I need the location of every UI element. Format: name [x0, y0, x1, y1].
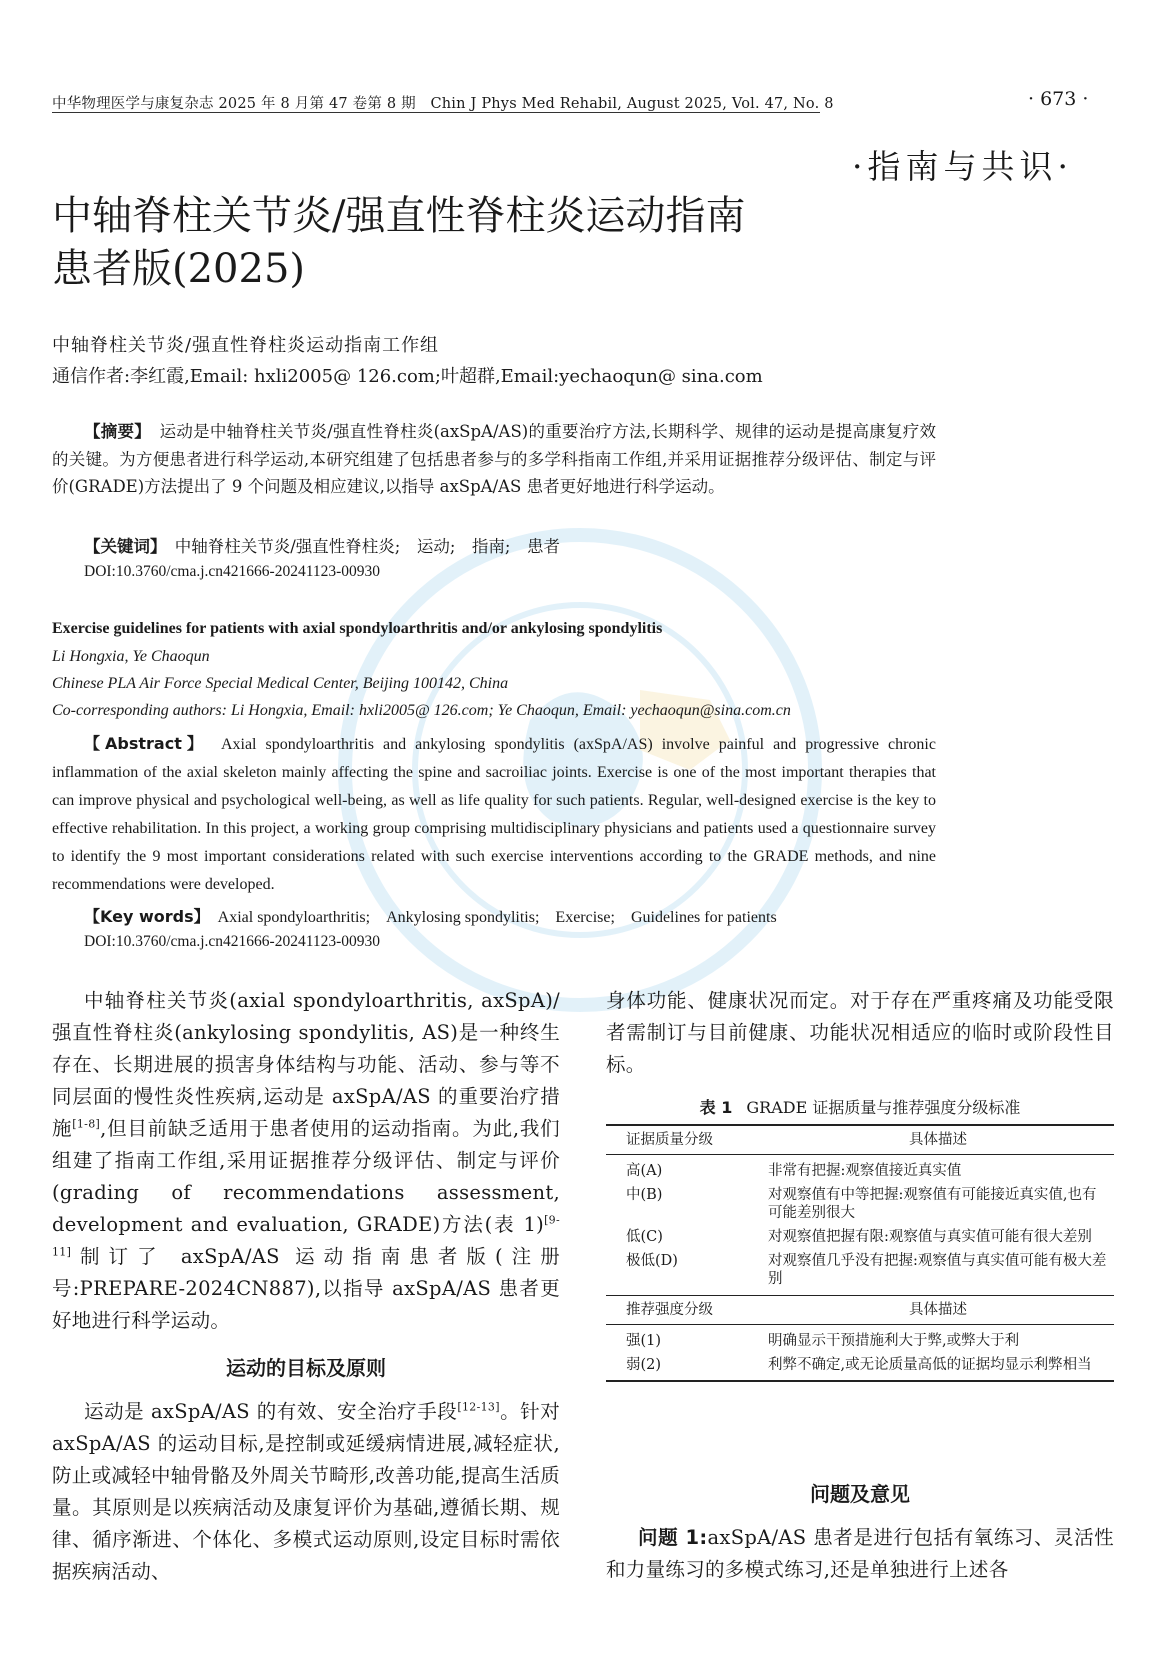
cell-grade: 强(1) [626, 1333, 662, 1349]
intro-text-c: 制订了 axSpA/AS 运动指南患者版(注册号:PREPARE-2024CN887),以指导 axSpA/AS 患者更好地进行科学运动。 [52, 1245, 560, 1332]
table-header-row-2 [606, 1296, 1114, 1325]
th-desc-2: 具体描述 [909, 1302, 967, 1318]
ref-9-11: [9-11] [52, 1213, 560, 1259]
abstract-cn [52, 418, 936, 501]
table-row [606, 1249, 1114, 1291]
cell-grade: 弱(2) [606, 1353, 762, 1381]
doi-cn: DOI:10.3760/cma.j.cn421666-20241123-00930 [84, 563, 381, 580]
table1-title: GRADE 证据质量与推荐强度分级标准 [746, 1098, 1021, 1117]
question-1-label: 问题 1: [638, 1526, 708, 1549]
table-row [606, 1159, 1114, 1183]
cell-desc: 对观察值把握有限:观察值与真实值可能有很大差别 [768, 1229, 1092, 1245]
goals-text-a: 运动是 axSpA/AS 的有效、安全治疗手段 [84, 1400, 458, 1423]
question-1-paragraph [606, 1522, 1114, 1586]
ref-12-13: [12-13] [457, 1400, 500, 1414]
table-row [606, 1183, 1114, 1225]
table-row [606, 1225, 1114, 1249]
th-strength: 推荐强度分级 [626, 1302, 713, 1318]
english-affiliation: Chinese PLA Air Force Special Medical Center, Beijing 100142, China [52, 675, 509, 692]
title-line-2: 患者版(2025) [52, 246, 306, 292]
table-row [606, 1329, 1114, 1353]
table-header-row [606, 1125, 1114, 1155]
keywords-cn-label: 【关键词】 [84, 537, 159, 556]
abstract-en-text: Axial spondyloarthritis and ankylosing spondylitis (axSpA/AS) involve painful and progressive chronic inflammation of the axial skeleton mainly affecting the spine and sacroiliac joints. Exercise is one of the most important therapies that can improve physical and psychological well-being, as well as life quality for such patients. Regular, well-designed exercise is the key to effective rehabilitation. In this project, a working group comprising multidisciplinary physicians and patients used a questionnaire survey to identify the 9 most important considerations related with such exercise interventions according to the GRADE methods, and nine recommendations were developed. [52, 736, 936, 893]
journal-header: 中华物理医学与康复杂志 2025 年 8 月第 47 卷第 8 期 Chin J Phys Med Rehabil, August 2025, Vol. 47, No. 8 [52, 96, 834, 112]
table1-caption [606, 1095, 1114, 1118]
intro-text-a: 中轴脊柱关节炎(axial spondyloarthritis, axSpA)/强直性脊柱炎(ankylosing spondylitis, AS)是一种终生存在、长期进展的损害身体结构与功能、活动、参与等不同层面的慢性炎性疾病,运动是 axSpA/AS 的重要治疗措施 [52, 989, 560, 1140]
author-group: 中轴脊柱关节炎/强直性脊柱炎运动指南工作组 [52, 335, 440, 356]
cell-grade: 低(C) [626, 1229, 663, 1245]
header-rule [52, 112, 820, 113]
right-column-paragraph: 身体功能、健康状况而定。对于存在严重疼痛及功能受限者需制订与目前健康、功能状况相适应的临时或阶段性目标。 [606, 989, 1114, 1076]
title-line-1: 中轴脊柱关节炎/强直性脊柱炎运动指南 [52, 193, 746, 239]
abstract-cn-text: 运动是中轴脊柱关节炎/强直性脊柱炎(axSpA/AS)的重要治疗方法,长期科学、规律的运动是提高康复疗效的关键。为方便患者进行科学运动,本研究组建了包括患者参与的多学科指南工作组,并采用证据推荐分级评估、制定与评价(GRADE)方法提出了 9 个问题及相应建议,以指导 axSpA/AS 患者更好地进行科学运动。 [52, 422, 937, 496]
cell-grade: 高(A) [626, 1163, 663, 1179]
table-row [606, 1353, 1114, 1381]
heading-questions: 问题及意见 [810, 1482, 910, 1506]
cell-desc: 对观察值有中等把握:观察值有可能接近真实值,也有可能差别很大 [768, 1187, 1097, 1221]
cell-grade: 中(B) [626, 1187, 663, 1203]
goals-text-b: 。针对 axSpA/AS 的运动目标,是控制或延缓病情进展,减轻症状,防止或减轻中轴骨骼及外周关节畸形,改善功能,提高生活质量。其原则是以疾病活动及康复评价为基础,遵循长期、规律、循序渐进、个体化、多模式运动原则,设定目标时需依据疾病活动、 [52, 1400, 561, 1583]
abstract-en-label: 【Abstract】 [84, 734, 200, 753]
corresponding-authors: 通信作者:李红霞,Email: hxli2005@ 126.com;叶超群,Email:yechaoqun@ sina.com [52, 366, 763, 387]
english-authors: Li Hongxia, Ye Chaoqun [52, 648, 210, 665]
english-corresponding: Co-corresponding authors: Li Hongxia, Email: hxli2005@ 126.com; Ye Chaoqun, Email: yechaoqun@sina.com.cn [52, 702, 791, 719]
heading-goals: 运动的目标及原则 [226, 1356, 386, 1380]
table1-label: 表 1 [699, 1098, 733, 1117]
cell-desc: 明确显示干预措施利大于弊,或弊大于利 [768, 1333, 1020, 1349]
abstract-cn-label: 【摘要】 [84, 422, 143, 441]
doi-en: DOI:10.3760/cma.j.cn421666-20241123-00930 [84, 933, 381, 950]
keywords-en-text: Axial spondyloarthritis; Ankylosing spondylitis; Exercise; Guidelines for patients [217, 909, 777, 926]
question-1-text: axSpA/AS 患者是进行包括有氧练习、灵活性和力量练习的多模式练习,还是单独进行上述各 [606, 1526, 1114, 1581]
keywords-cn [84, 533, 560, 557]
th-desc: 具体描述 [909, 1132, 967, 1148]
goals-paragraph [52, 1396, 560, 1588]
th-quality: 证据质量分级 [626, 1132, 713, 1148]
keywords-en [84, 904, 777, 927]
cell-desc: 利弊不确定,或无论质量高低的证据均显示利弊相当 [762, 1353, 1114, 1381]
section-tag: ·指南与共识· [852, 147, 1073, 186]
keywords-en-label: 【Key words】 [84, 907, 202, 926]
keywords-cn-text: 中轴脊柱关节炎/强直性脊柱炎; 运动; 指南; 患者 [174, 537, 560, 556]
ref-1-8: [1-8] [72, 1117, 101, 1131]
intro-text-b: ,但目前缺乏适用于患者使用的运动指南。为此,我们组建了指南工作组,采用证据推荐分级评估、制定与评价(grading of recommendations assessment, development and evaluation, GRADE)方法(表 1) [52, 1117, 560, 1236]
cell-desc: 对观察值几乎没有把握:观察值与真实值可能有极大差别 [768, 1253, 1107, 1287]
article-title [52, 190, 852, 296]
cell-desc: 非常有把握:观察值接近真实值 [768, 1163, 962, 1179]
english-title: Exercise guidelines for patients with axial spondyloarthritis and/or ankylosing spondylitis [52, 620, 663, 637]
intro-paragraph [52, 985, 560, 1337]
page-number: · 673 · [1028, 88, 1089, 110]
abstract-en [52, 730, 936, 899]
cell-grade: 极低(D) [626, 1253, 678, 1269]
grade-table [606, 1124, 1114, 1382]
